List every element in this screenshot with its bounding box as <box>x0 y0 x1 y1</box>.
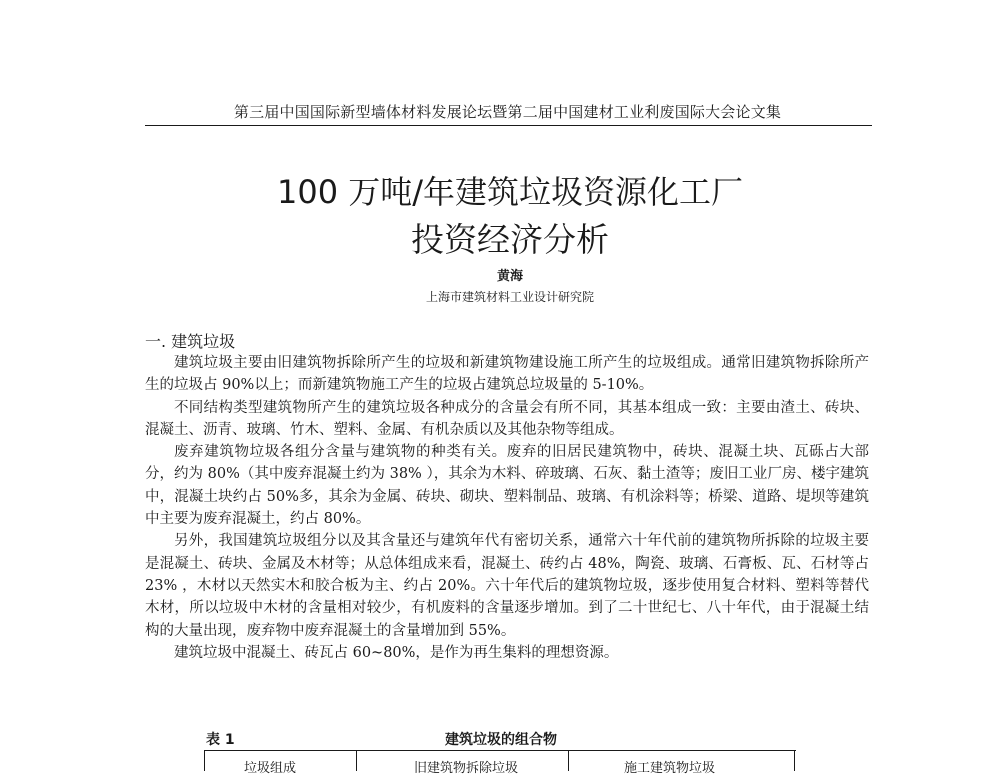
paragraph: 不同结构类型建筑物所产生的建筑垃圾各种成分的含量会有所不同，其基本组成一致：主要由渣土、砖块、混凝土、沥青、玻璃、竹木、塑料、金属、有机杂质以及其他杂物等组成。 <box>145 399 869 438</box>
author-affiliation: 上海市建筑材料工业设计研究院 <box>425 290 594 304</box>
table-header-cell: 垃圾组成 <box>244 761 297 776</box>
paragraph: 建筑垃圾中混凝土、砖瓦占 60~80%，是作为再生集料的理想资源。 <box>174 644 619 661</box>
paper-title-line1: 100 万吨/年建筑垃圾资源化工厂 <box>276 173 744 211</box>
table-number: 表 1 <box>206 732 235 748</box>
table-title: 建筑垃圾的组合物 <box>445 732 557 748</box>
header-rule <box>145 125 872 126</box>
paragraph: 另外，我国建筑垃圾组分以及其含量还与建筑年代有密切关系，通常六十年代前的建筑物所拆除的垃圾主要是混凝土、砖块、金属及木材等；从总体组成来看，混凝土、砖约占 48%，陶瓷、玻璃、石膏板、瓦、石材等占 23% ，木材以天然实木和胶合板为主、约占 20%。六十年代后的建筑物垃圾，逐步使用复合材料、塑料等替代木材，所以垃圾中木材的含量相对较少，有机废料的含量逐步增加。到了二十世纪七、八十年代，由于混凝土结构的大量出现，废弃物中废弃混凝土的含量增加到 55%。 <box>145 533 869 639</box>
author-name: 黄海 <box>496 269 523 284</box>
body-text <box>145 352 869 664</box>
table-col-border <box>356 751 357 771</box>
section-heading: 一. 建筑垃圾 <box>145 332 236 351</box>
paragraph: 建筑垃圾主要由旧建筑物拆除所产生的垃圾和新建筑物建设施工所产生的垃圾组成。通常旧建筑物拆除所产生的垃圾占 90%以上；而新建筑物施工产生的垃圾占建筑总垃圾量的 5-10%。 <box>145 355 869 394</box>
table-header-cell: 施工建筑物垃圾 <box>624 761 716 776</box>
table-col-border <box>568 751 569 771</box>
table-col-border <box>204 751 205 771</box>
paper-title-line2: 投资经济分析 <box>411 220 609 259</box>
table-col-border <box>794 751 795 771</box>
running-header: 第三届中国国际新型墙体材料发展论坛暨第二届中国建材工业利废国际大会论文集 <box>233 103 782 121</box>
table-header-row <box>204 750 796 776</box>
table-header-cell: 旧建筑物拆除垃圾 <box>414 761 519 776</box>
paragraph: 废弃建筑物垃圾各组分含量与建筑物的种类有关。废弃的旧居民建筑物中，砖块、混凝土块、瓦砾占大部分，约为 80%（其中废弃混凝土约为 38% ），其余为木料、碎玻璃、石灰、黏土渣等；废旧工业厂房、楼宇建筑中，混凝土块约占 50%多，其余为金属、砖块、砌块、塑料制品、玻璃、有机涂料等；桥梁、道路、堤坝等建筑中主要为废弃混凝土，约占 80%。 <box>145 444 869 528</box>
